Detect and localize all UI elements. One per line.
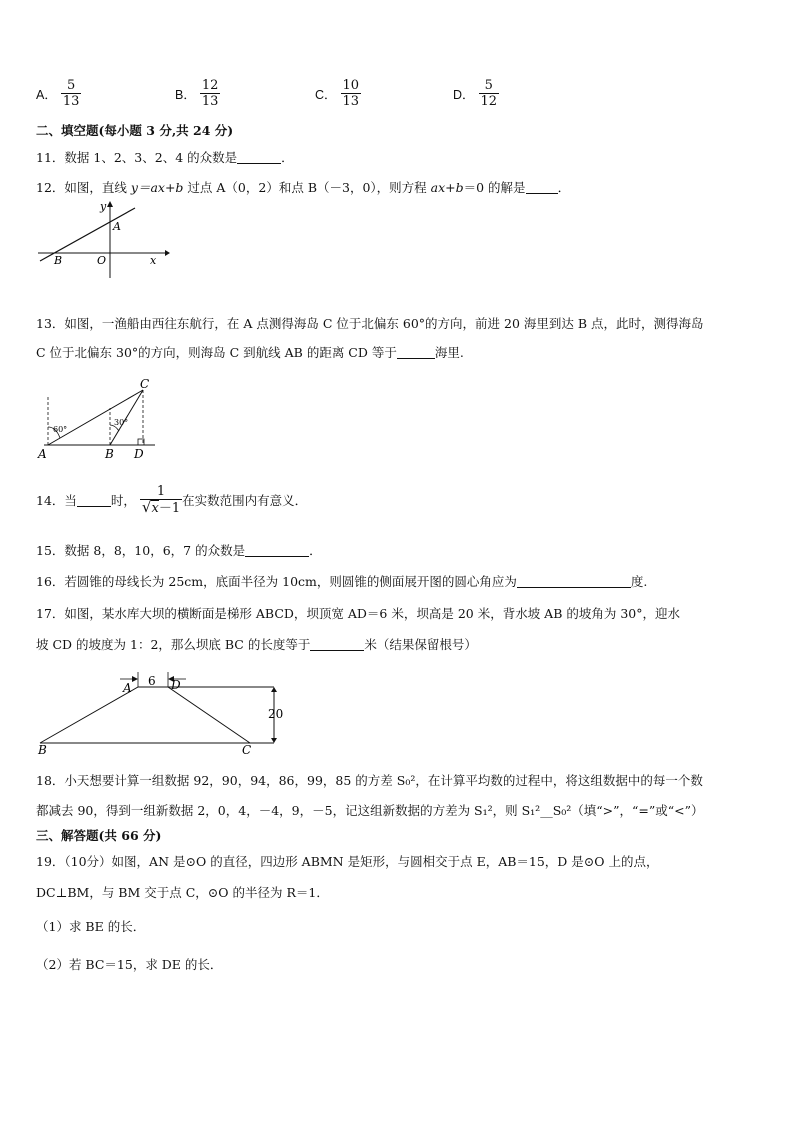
answer-blank [526,181,558,194]
top-width-label: 6 [148,674,156,688]
label-B: B [54,254,63,267]
option-a-label: A． [36,87,57,102]
option-c-label: C． [315,87,337,102]
height-label: 20 [268,707,284,721]
answer-blank [397,346,435,359]
question-19-line2: DC⊥BM，与 BM 交于点 C，⊙O 的半径为 R＝1． [36,885,329,900]
x-axis-arrow [165,250,170,256]
angle-30-label: 30° [114,418,129,427]
answer-blank [237,151,281,164]
question-13-line2: C 位于北偏东 30°的方向，则海岛 C 到航线 AB 的距离 CD 等于 海里. [36,345,464,360]
section3-heading: 三、解答题(共 66 分) [36,828,162,843]
figure-12-graph [30,198,170,278]
option-b [175,78,220,109]
answer-blank [517,575,631,588]
label-B: B [105,447,114,461]
label-D: D [134,447,144,461]
question-19-part2: （2）若 BC＝15，求 DE 的长． [36,957,223,972]
option-d [453,78,499,109]
question-15: 15．数据 8，8，10，6，7 的众数是 ． [36,543,322,558]
answer-blank [310,638,364,651]
label-A: A [113,220,121,233]
question-17-line2: 坡 CD 的坡度为 1：2，那么坝底 BC 的长度等于 米（结果保留根号） [36,637,477,652]
question-13-line1: 13．如图，一渔船由西往东航行，在 A 点测得海岛 C 位于北偏东 60°的方向，前进 20 海里到达 B 点，此时，测得海岛 [36,316,704,331]
section2-heading: 二、填空题(每小题 3 分,共 24 分) [36,123,234,138]
height-arrow-down [271,738,277,743]
option-c-fraction: $\frac{10}{13}$ [342,78,360,109]
label-C: C [140,377,150,391]
label-C: C [242,743,252,757]
height-arrow-up [271,687,277,692]
figure-13-diagram [30,375,170,465]
question-12: 12．如图，直线 y＝ax+b 过点 A（0，2）和点 B（－3，0），则方程 ax+b＝0 的解是 ． [36,180,571,195]
q14-fraction: $\frac{1}{√x-1}$ [141,484,181,516]
option-b-label: B． [175,87,196,102]
label-D: D [171,678,181,692]
label-x: x [150,254,157,267]
figure-17-trapezoid [30,670,300,755]
question-18-line2: 都减去 90，得到一组新数据 2，0，4，－4，9，－5，记这组新数据的方差为 S₁²，则 S₁²__S₀²（填“>”，“=”或“<”） [36,803,704,818]
option-a-fraction: $\frac{5}{13}$ [62,78,80,109]
angle-60-label: 60° [53,425,68,434]
label-O: O [97,254,107,267]
segment-AC [48,390,143,445]
option-d-label: D． [453,87,475,102]
option-b-fraction: $\frac{12}{13}$ [201,78,219,109]
option-c [315,78,361,109]
question-18-line1: 18．小天想要计算一组数据 92，90，94，86，99，85 的方差 S₀²，在计算平均数的过程中，将这组数据中的每一个数 [36,773,703,788]
question-19-line1: 19．（10分）如图，AN 是⊙O 的直径，四边形 ABMN 是矩形，与圆相交于点 E，AB＝15，D 是⊙O 上的点， [36,854,659,869]
option-a [36,78,81,109]
label-B: B [38,743,47,757]
answer-blank [245,544,309,557]
option-d-fraction: $\frac{5}{12}$ [480,78,498,109]
arrow-right-head [132,676,138,682]
trapezoid-sides [40,687,250,743]
question-16: 16．若圆锥的母线长为 25cm，底面半径为 10cm，则圆锥的侧面展开图的圆心角应为 度. [36,574,648,589]
question-19-part1: （1）求 BE 的长． [36,919,146,934]
question-14: 14．当 时， $\frac{1}{√x-1}$ 在实数范围内有意义． [36,484,308,516]
question-11: 11．数据 1、2、3、2、4 的众数是 ． [36,150,294,165]
answer-blank [77,494,111,507]
label-y: y [100,200,107,213]
label-A: A [123,681,132,695]
label-A: A [38,447,47,461]
y-axis-arrow [107,201,113,207]
question-17-line1: 17．如图，某水库大坝的横断面是梯形 ABCD，坝顶宽 AD＝6 米，坝高是 20 米，背水坡 AB 的坡角为 30°，迎水 [36,606,681,621]
